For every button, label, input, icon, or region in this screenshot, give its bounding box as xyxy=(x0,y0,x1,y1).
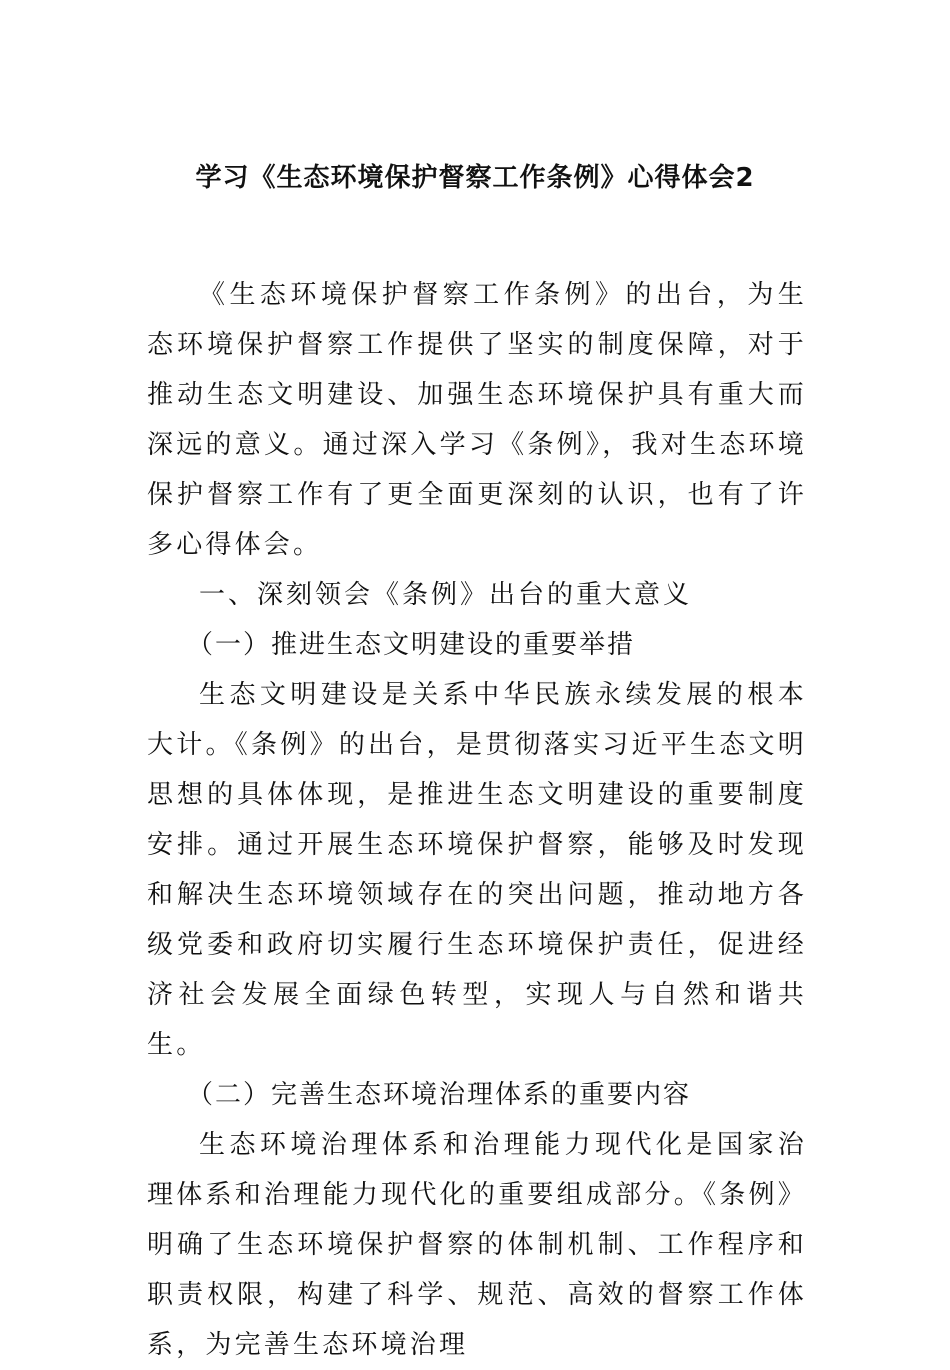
subsection-1-paragraph: 生态文明建设是关系中华民族永续发展的根本大计。《条例》的出台，是贯彻落实习近平生态文明思想的具体体现，是推进生态文明建设的重要制度安排。通过开展生态环境保护督察，能够及时发现和解决生态环境领域存在的突出问题，推动地方各级党委和政府切实履行生态环境保护责任，促进经济社会发展全面绿色转型，实现人与自然和谐共生。 xyxy=(147,680,807,1060)
intro-paragraph: 《生态环境保护督察工作条例》的出台，为生态环境保护督察工作提供了坚实的制度保障，对于推动生态文明建设、加强生态环境保护具有重大而深远的意义。通过深入学习《条例》，我对生态环境保护督察工作有了更全面更深刻的认识，也有了许多心得体会。 xyxy=(147,280,807,560)
section-1-heading: 一、深刻领会《条例》出台的重大意义 xyxy=(199,580,693,610)
subsection-2-paragraph: 生态环境治理体系和治理能力现代化是国家治理体系和治理能力现代化的重要组成部分。《条例》明确了生态环境保护督察的体制机制、工作程序和职责权限，构建了科学、规范、高效的督察工作体系，为完善生态环境治理 xyxy=(147,1130,807,1360)
document-title: 学习《生态环境保护督察工作条例》心得体会2 xyxy=(195,163,755,193)
document-body xyxy=(147,270,807,1370)
subsection-1-heading: （一）推进生态文明建设的重要举措 xyxy=(187,630,636,660)
subsection-2-heading: （二）完善生态环境治理体系的重要内容 xyxy=(187,1080,692,1110)
